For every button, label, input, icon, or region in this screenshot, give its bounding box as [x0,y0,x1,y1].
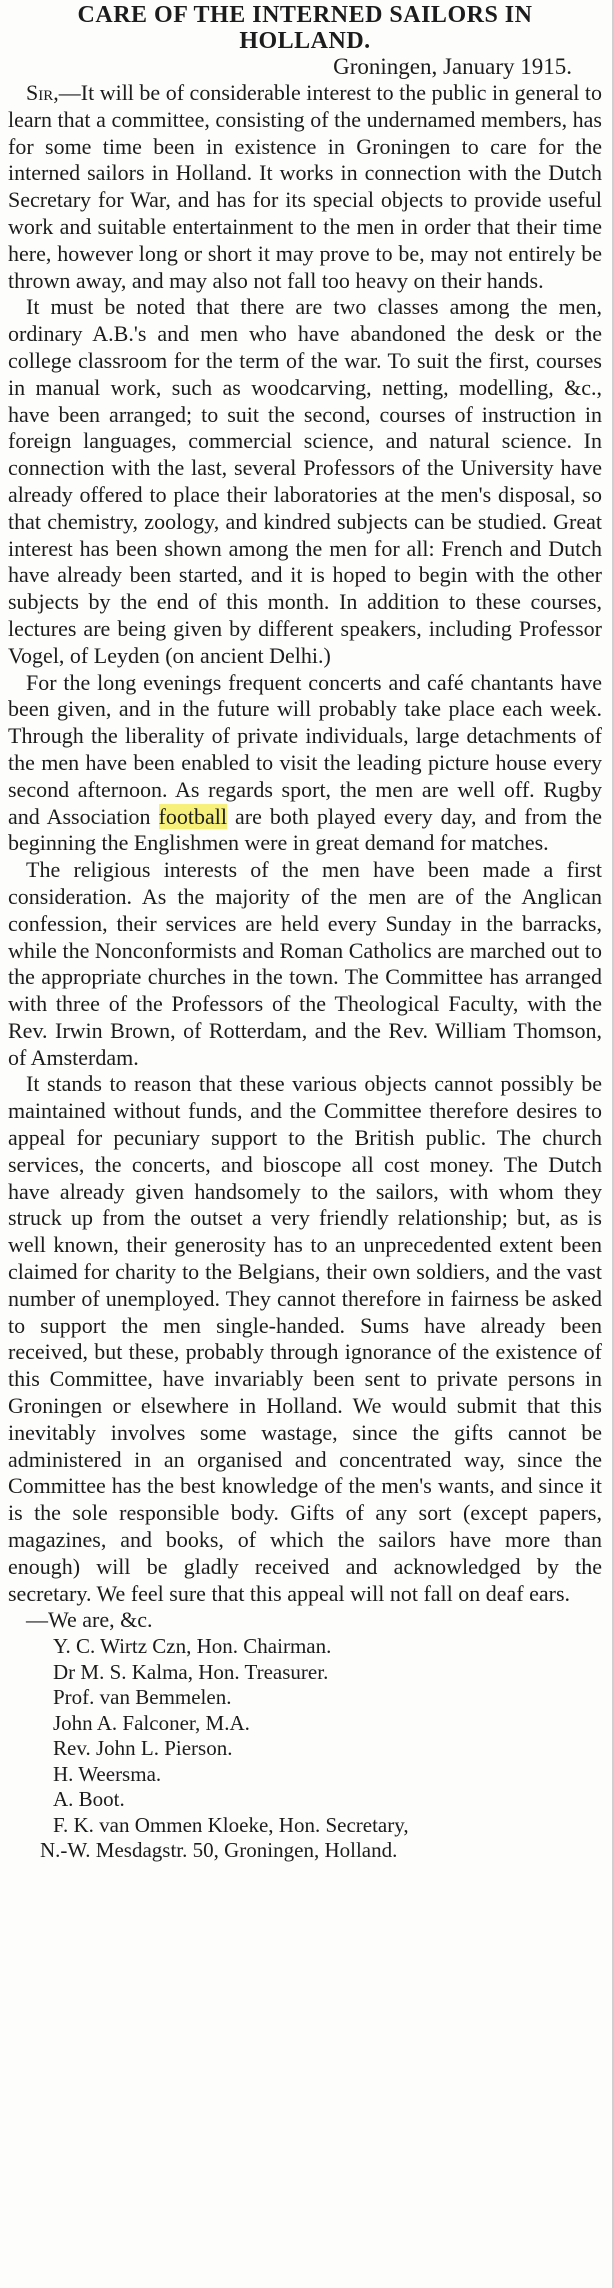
headline-line-1: CARE OF THE INTERNED SAILORS IN [77,2,533,28]
paragraph-2: It must be noted that there are two classes among the men, ordinary A.B.'s and men who have abandoned the desk or the college classroom for the term of the war. To suit the first, courses in manual work, such as woodcarving, netting, modelling, &c., have been arranged; to suit the second, courses of instruction in foreign languages, commercial science, and natural science. In connection with the last, several Professors of the University have already offered to place their laboratories at the men's disposal, so that chemistry, zoology, and kindred subjects can be studied. Great interest has been shown among the men for all: French and Dutch have already been started, and it is hoped to begin with the other subjects by the end of this month. In addition to these courses, lectures are being given by different speakers, including Professor Vogel, of Leyden (on ancient Delhi.) [8,294,602,668]
paragraph-3 [8,670,602,858]
signatory: Prof. van Bemmelen. [53,1685,232,1710]
signatory: Y. C. Wirtz Czn, Hon. Chairman. [53,1634,332,1659]
dateline: Groningen, January 1915. [333,54,572,79]
article-headline [8,0,602,54]
paragraph-3-text-end: are both played every day, and from the beginning the Englishmen were in great demand for matches. [8,803,602,856]
signatory: F. K. van Ommen Kloeke, Hon. Secretary, [53,1812,409,1837]
paragraph-5: It stands to reason that these various objects cannot possibly be maintained without funds, and the Committee therefore desires to appeal for pecuniary support to the British public. The church services, the concerts, and bioscope all cost money. The Dutch have already given handsomely to the sailors, with whom they struck up from the outset a very friendly relationship; but, as is well known, their generosity has to an unprecedented extent been claimed for charity to the Belgians, their own soldiers, and the vast number of unemployed. They cannot therefore in fairness be asked to support the men single-handed. Sums have already been received, but these, probably through ignorance of the existence of this Committee, have invariably been sent to private persons in Groningen or elsewhere in Holland. We would submit that this inevitably involves some wastage, since the gifts cannot be administered in an organised and concentrated way, since the Committee has the best knowledge of the men's wants, and since it is the sole responsible body. Gifts of any sort (except papers, magazines, and books, of which the sailors have more than enough) will be gladly received and acknowledged by the secretary. We feel sure that this appeal will not fall on deaf ears. [8,1071,602,1606]
salutation: Sir, [26,80,59,105]
signatory-list [8,1634,602,1864]
paragraph-3-text-start: For the long evenings frequent concerts and café chantants have been given, and in the future will probably take place each week. Through the liberality of private individuals, large detachments of the men have been enabled to visit the leading picture house every second afternoon. As regards sport, the men are well off. Rugby and Association [8,669,602,829]
signatory-address: N.-W. Mesdagstr. 50, Groningen, Holland. [40,1838,398,1863]
paragraph-1 [8,80,602,294]
highlighted-word: football [158,803,227,829]
headline-line-2: HOLLAND. [239,28,371,54]
signatory: H. Weersma. [53,1761,162,1786]
signatory: Rev. John L. Pierson. [53,1736,233,1761]
signatory: A. Boot. [53,1787,125,1812]
paragraph-4: The religious interests of the men have been made a first consideration. As the majority of the men are of the Anglican confession, their services are held every Sunday in the barracks, while the Nonconformists and Roman Catholics are marched out to the appropriate churches in the town. The Committee has arranged with three of the Professors of the Theological Faculty, with the Rev. Irwin Brown, of Rotterdam, and the Rev. William Thomson, of Amsterdam. [8,857,602,1070]
paragraph-1-text: —It will be of considerable interest to the public in general to learn that a committee, consisting of the undernamed members, has for some time been in existence in Groningen to care for the interned sailors in Holland. It works in connection with the Dutch Secretary for War, and has for its special objects to provide useful work and suitable entertainment to the men in order that their time here, however long or short it may prove to be, may not entirely be thrown away, and may also not fall too heavy on their hands. [8,80,602,293]
sign-off: —We are, &c. [26,1607,153,1633]
signatory: John A. Falconer, M.A. [53,1710,250,1735]
signatory: Dr M. S. Kalma, Hon. Treasurer. [53,1659,329,1684]
